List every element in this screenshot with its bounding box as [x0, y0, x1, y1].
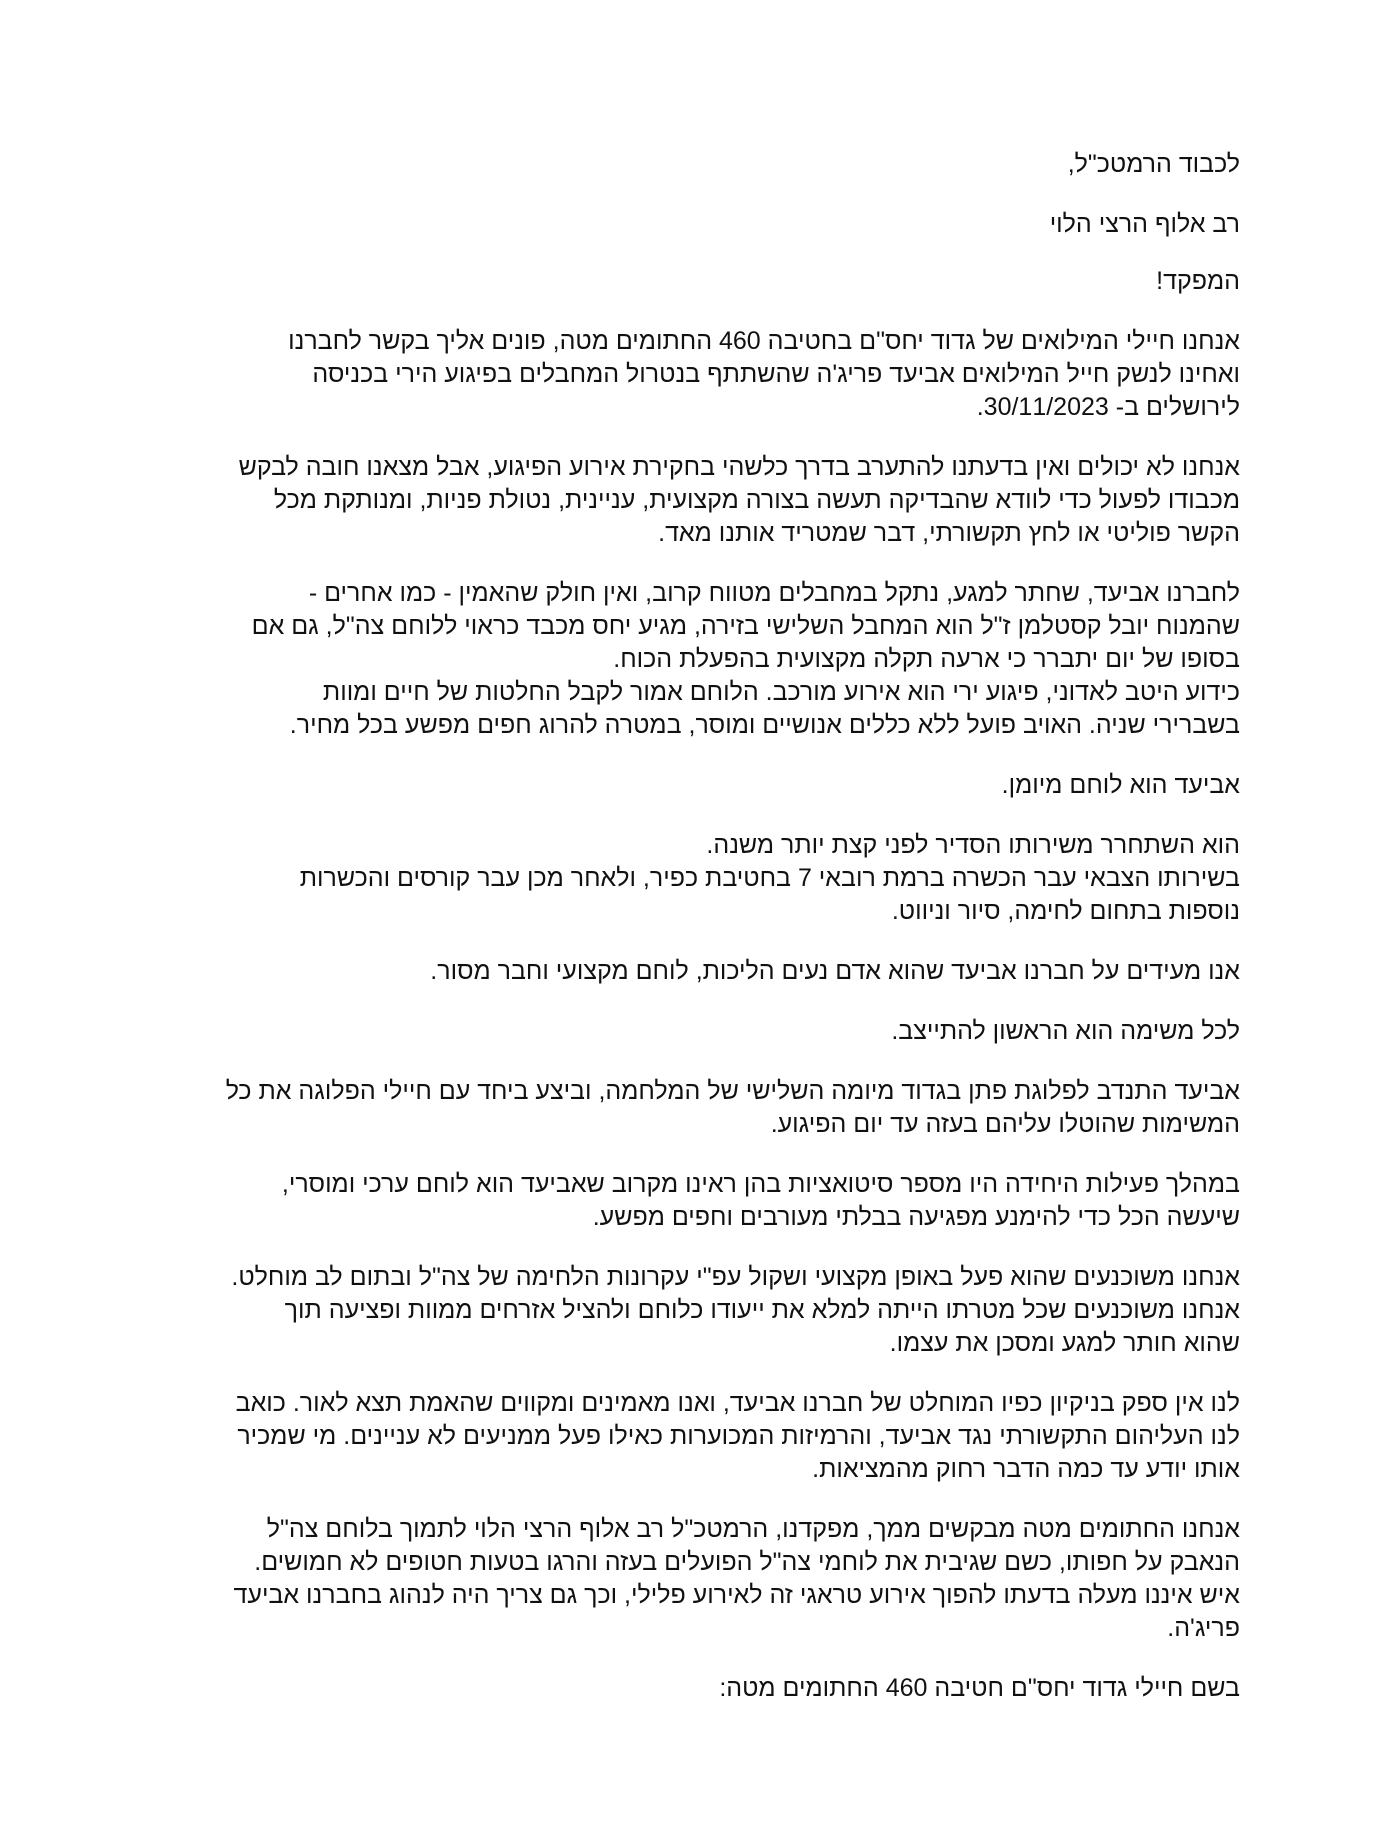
- letter-body: [160, 148, 1240, 1732]
- letter-greeting: לכבוד הרמטכ"ל,: [1067, 150, 1240, 178]
- paragraph-line: שיעשה הכל כדי להימנע מפגיעה בבלתי מעורבים וחפים מפשע.: [592, 1203, 1240, 1231]
- letter-salute: המפקד!: [1156, 267, 1240, 295]
- letter-paragraph-11: [160, 1387, 1240, 1486]
- paragraph-line: המשימות שהוטלו עליהם בעזה עד יום הפיגוע.: [770, 1110, 1240, 1138]
- letter-paragraph-6: [160, 955, 1240, 988]
- paragraph-line: בשירותו הצבאי עבר הכשרה ברמת רובאי 7 בחטיבת כפיר, ולאחר מכן עבר קורסים והכשרות: [299, 864, 1240, 892]
- paragraph-line: שהמנוח יובל קסטלמן ז"ל הוא המחבל השלישי בזירה, מגיע יחס מכבד כראוי ללוחם צה"ל, גם אם: [251, 612, 1240, 640]
- paragraph-line: אנחנו לא יכולים ואין בדעתנו להתערב בדרך כלשהי בחקירת אירוע הפיגוע, אבל מצאנו חובה לבקש: [238, 453, 1240, 481]
- letter-paragraph-12: [160, 1513, 1240, 1645]
- paragraph-line: אנחנו משוכנעים שהוא פעל באופן מקצועי ושקול עפ"י עקרונות הלחימה של צה"ל ובתום לב מוחלט.: [231, 1263, 1240, 1291]
- paragraph-line: אנחנו משוכנעים שכל מטרתו הייתה למלא את ייעודו כלוחם ולהציל אזרחים ממוות ופציעה תוך: [284, 1296, 1240, 1324]
- letter-paragraph-5: [160, 829, 1240, 928]
- paragraph-line: פריג'ה.: [1167, 1614, 1240, 1642]
- letter-paragraph-7: [160, 1015, 1240, 1048]
- paragraph-line: לירושלים ב- 30/11/2023.: [976, 393, 1240, 421]
- paragraph-line: אנחנו החתומים מטה מבקשים ממך, מפקדנו, הרמטכ"ל רב אלוף הרצי הלוי לתמוך בלוחם צה"ל: [266, 1515, 1240, 1543]
- paragraph-line: בסופו של יום יתברר כי ארעה תקלה מקצועית בהפעלת הכוח.: [613, 645, 1240, 673]
- paragraph-line: הוא השתחרר משירותו הסדיר לפני קצת יותר משנה.: [706, 831, 1240, 859]
- paragraph-line: אביעד התנדב לפלוגת פתן בגדוד מיומה השלישי של המלחמה, וביצע ביחד עם חיילי הפלוגה את כל: [225, 1077, 1240, 1105]
- paragraph-line: ואחינו לנשק חייל המילואים אביעד פריג'ה שהשתתף בנטרול המחבלים בפיגוע הירי בכניסה: [312, 360, 1240, 388]
- paragraph-line: אנחנו חיילי המילואים של גדוד יחס"ם בחטיבה 460 החתומים מטה, פונים אליך בקשר לחברנו: [288, 327, 1240, 355]
- paragraph-line: לנו העליהום התקשורתי נגד אביעד, והרמיזות המכוערות כאילו פעל ממניעים לא עניינים. מי שמכיר: [237, 1422, 1240, 1450]
- letter-paragraph-2: [160, 451, 1240, 550]
- paragraph-line: איש איננו מעלה בדעתו להפוך אירוע טראגי זה לאירוע פלילי, וכך גם צריך היה לנהוג בחברנו אביעד: [233, 1581, 1240, 1609]
- letter-paragraph-9: [160, 1168, 1240, 1234]
- paragraph-line: במהלך פעילות היחידה היו מספר סיטואציות בהן ראינו מקרוב שאביעד הוא לוחם ערכי ומוסרי,: [281, 1170, 1240, 1198]
- paragraph-line: לכל משימה הוא הראשון להתייצב.: [891, 1017, 1240, 1045]
- paragraph-line: לחברנו אביעד, שחתר למגע, נתקל במחבלים מטווח קרוב, ואין חולק שהאמין - כמו אחרים -: [308, 579, 1240, 607]
- paragraph-line: לנו אין ספק בניקיון כפיו המוחלט של חברנו אביעד, ואנו מאמינים ומקווים שהאמת תצא לאור. כואב: [235, 1389, 1240, 1417]
- paragraph-line: כידוע היטב לאדוני, פיגוע ירי הוא אירוע מורכב. הלוחם אמור לקבל החלטות של חיים ומוות: [322, 678, 1240, 706]
- paragraph-line: אנו מעידים על חברנו אביעד שהוא אדם נעים הליכות, לוחם מקצועי וחבר מסור.: [430, 957, 1240, 985]
- paragraph-line: נוספות בתחום לחימה, סיור וניווט.: [891, 897, 1240, 925]
- letter-paragraph-8: [160, 1075, 1240, 1141]
- paragraph-line: אביעד הוא לוחם מיומן.: [1001, 771, 1240, 799]
- letter-paragraph-10: [160, 1261, 1240, 1360]
- paragraph-line: הנאבק על חפותו, כשם שגיבית את לוחמי צה"ל הפועלים בעזה והרגו בטעות חטופים לא חמושים.: [254, 1548, 1240, 1576]
- letter-closing: בשם חיילי גדוד יחס"ם חטיבה 460 החתומים מטה:: [719, 1674, 1240, 1702]
- paragraph-line: שהוא חותר למגע ומסכן את עצמו.: [889, 1329, 1240, 1357]
- paragraph-line: בשברירי שניה. האויב פועל ללא כללים אנושיים ומוסר, במטרה להרוג חפים מפשע בכל מחיר.: [289, 711, 1240, 739]
- paragraph-line: מכבודו לפעול כדי לוודא שהבדיקה תעשה בצורה מקצועית, עניינית, נטולת פניות, ומנותקת מכל: [273, 486, 1240, 514]
- letter-paragraph-3: [160, 577, 1240, 742]
- letter-paragraph-4: [160, 769, 1240, 802]
- paragraph-line: אותו יודע עד כמה הדבר רחוק מהמציאות.: [812, 1455, 1240, 1483]
- letter-addressee: רב אלוף הרצי הלוי: [1049, 210, 1240, 238]
- letter-paragraph-1: [160, 325, 1240, 424]
- paragraph-line: הקשר פוליטי או לחץ תקשורתי, דבר שמטריד אותנו מאד.: [658, 519, 1240, 547]
